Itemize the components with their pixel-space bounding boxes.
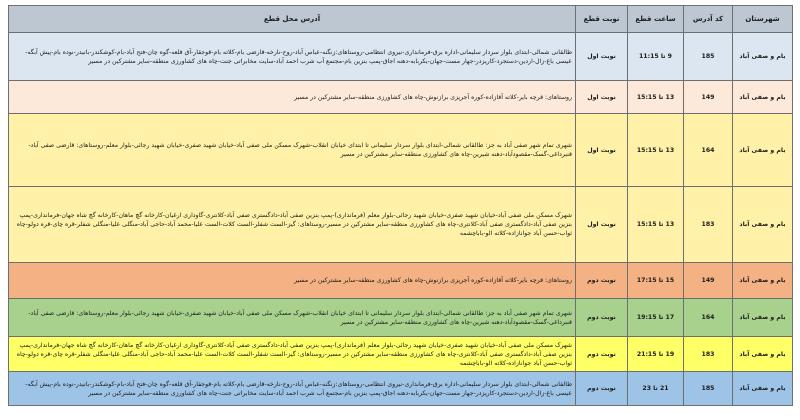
table-row [9, 372, 793, 406]
cell-outage-time: 13 تا 15:15 [628, 81, 684, 114]
cell-outage-time: 15 تا 17:15 [628, 263, 684, 299]
cell-outage-shift: نوبت دوم [576, 263, 628, 299]
cell-outage-shift: نوبت اول [576, 187, 628, 263]
cell-outage-shift: نوبت دوم [576, 299, 628, 337]
cell-address-code: 185 [684, 372, 733, 406]
table-row [9, 263, 793, 299]
table-body [9, 33, 793, 406]
cell-city: بام و صفی آباد [733, 81, 793, 114]
cell-outage-shift: نوبت اول [576, 33, 628, 81]
cell-address-code: 183 [684, 187, 733, 263]
cell-address-code: 185 [684, 33, 733, 81]
cell-outage-address: شهرک مسکن ملی صفی آباد-خیابان شهید صفری-خیابان شهید رجائی-بلوار معلم (فرمانداری)-پمپ بنزین صفی آباد-دادگستری صفی آباد-کلانتری-گاوداری ارغیان-کارخانه گچ ماهان-کارخانه گچ شاه جهان-فرمانداری-پمپ بنزین صفی آباد-دادگستری صفی آباد-کلانتری-چاه های کشاورزی منطقه-سایر مشترکین در مسیر-روستاهای: گیز-الست شفلر-الست کلات-الست علیا-محمد آباد-حاجی آباد-منگلی علیا-منگلی شفلر-قره چای-قره دولو-چاه ثواب-حسن آباد جوانازاده-کلاته الو-باباچشمه [9, 187, 576, 263]
cell-outage-shift: نوبت دوم [576, 372, 628, 406]
header-address-code: کد آدرس [684, 6, 733, 33]
cell-outage-address: شهری تمام شهر صفی آباد به جز: طالقانی شمالی-ابتدای بلوار سردار سلیمانی تا ابتدای خیابان انقلاب-شهرک مسکن ملی صفی آباد-خیابان شهید صفری-خیابان شهید رجائی-بلوار معلم-روستاهای: قارضی صفی آباد-قنبرداغی-گسک-مقصودآباد-دهنه شیرین-چاه های کشاورزی منطقه-سایر مشترکین در مسیر [9, 114, 576, 187]
cell-outage-address: طالقانی شمالی-ابتدای بلوار سردار سلیمانی-اداره برق-فرمانداری-نیروی انتظامی-روستاهای:زنگنه-عباس آباد-روح-نارخه-قارضی بام-کلاته بام-قوجقار-آق قلعه-گوه چان-فتح آباد-بام-کوشکندر-بانیدر-نوده بام-پیش آبگه-عیسی باغ-زال-اردین-دستجرد-کاریزدر-جهار مست-جهان-یکربابه-دهنه اجاق-پمپ بنزین بام-مجتمع آب شرب احمد آباد-سایت مخابراتی جنت-چاه های کشاورزی منطقه-سایر مشترکین در مسیر [9, 33, 576, 81]
table-row [9, 33, 793, 81]
table-row [9, 81, 793, 114]
header-city: شهرستان [733, 6, 793, 33]
cell-outage-shift: نوبت اول [576, 114, 628, 187]
cell-outage-address: روستاهای: قرچه بایر-کلاته آقازاده-کوره آجرپزی برازنوش-چاه های کشاورزی منطقه-سایر مشترکین در مسیر [9, 263, 576, 299]
cell-outage-time: 21 تا 23 [628, 372, 684, 406]
cell-outage-time: 19 تا 21:15 [628, 337, 684, 372]
cell-outage-shift: نوبت اول [576, 81, 628, 114]
cell-outage-address: شهرک مسکن ملی صفی آباد-خیابان شهید صفری-خیابان شهید رجائی-بلوار معلم (فرمانداری)-پمپ بنزین صفی آباد-دادگستری صفی آباد-کلانتری-گاوداری ارغیان-کارخانه گچ ماهان-کارخانه گچ شاه جهان-فرمانداری-پمپ بنزین صفی آباد-دادگستری صفی آباد-کلانتری-چاه های کشاورزی منطقه-سایر مشترکین در مسیر-روستاهای: گیز-الست شفلر-الست کلات-الست علیا-محمد آباد-حاجی آباد-منگلی علیا-منگلی شفلر-قره چای-قره دولو-چاه ثواب-حسن آباد جوانازاده-کلاته الو-باباچشمه [9, 337, 576, 372]
cell-address-code: 149 [684, 81, 733, 114]
cell-city: بام و صفی آباد [733, 114, 793, 187]
table-row [9, 337, 793, 372]
cell-outage-time: 13 تا 15:15 [628, 187, 684, 263]
table-row [9, 114, 793, 187]
cell-outage-address: شهری تمام شهر صفی آباد به جز: طالقانی شمالی-ابتدای بلوار سردار سلیمانی تا ابتدای خیابان انقلاب-شهرک مسکن ملی صفی آباد-خیابان شهید صفری-خیابان شهید رجائی-بلوار معلم-روستاهای: قارضی صفی آباد-قنبرداغی-گسک-مقصودآباد-دهنه شیرین-چاه های کشاورزی منطقه-سایر مشترکین در مسیر [9, 299, 576, 337]
header-outage-address: آدرس محل قطع [9, 6, 576, 33]
cell-city: بام و صفی آباد [733, 187, 793, 263]
table-row [9, 187, 793, 263]
header-outage-shift: نوبت قطع [576, 6, 628, 33]
cell-city: بام و صفی آباد [733, 263, 793, 299]
cell-outage-address: روستاهای: قرچه بایر-کلاته آقازاده-کوره آجرپزی برازنوش-چاه های کشاورزی منطقه-سایر مشترکین در مسیر [9, 81, 576, 114]
cell-address-code: 164 [684, 299, 733, 337]
header-row [9, 6, 793, 33]
cell-outage-time: 9 تا 11:15 [628, 33, 684, 81]
cell-address-code: 164 [684, 114, 733, 187]
cell-outage-time: 13 تا 15:15 [628, 114, 684, 187]
cell-address-code: 149 [684, 263, 733, 299]
cell-outage-address: طالقانی شمالی-ابتدای بلوار سردار سلیمانی-اداره برق-فرمانداری-نیروی انتظامی-روستاهای:زنگنه-عباس آباد-روح-نارخه-قارضی بام-کلاته بام-قوجقار-آق قلعه-گوه چان-فتح آباد-بام-کوشکندر-بانیدر-نوده بام-پیش آبگه-عیسی باغ-زال-اردین-دستجرد-کاریزدر-جهار مست-جهان-یکربابه-دهنه اجاق-پمپ بنزین بام-مجتمع آب شرب احمد آباد-سایت مخابراتی جنت-چاه های کشاورزی منطقه-سایر مشترکین در مسیر [9, 372, 576, 406]
header-outage-time: ساعت قطع [628, 6, 684, 33]
cell-outage-time: 17 تا 19:15 [628, 299, 684, 337]
outage-schedule-table [8, 5, 793, 406]
cell-address-code: 183 [684, 337, 733, 372]
cell-city: بام و صفی آباد [733, 299, 793, 337]
cell-outage-shift: نوبت دوم [576, 337, 628, 372]
cell-city: بام و صفی آباد [733, 337, 793, 372]
cell-city: بام و صفی آباد [733, 372, 793, 406]
table-row [9, 299, 793, 337]
cell-city: بام و صفی آباد [733, 33, 793, 81]
